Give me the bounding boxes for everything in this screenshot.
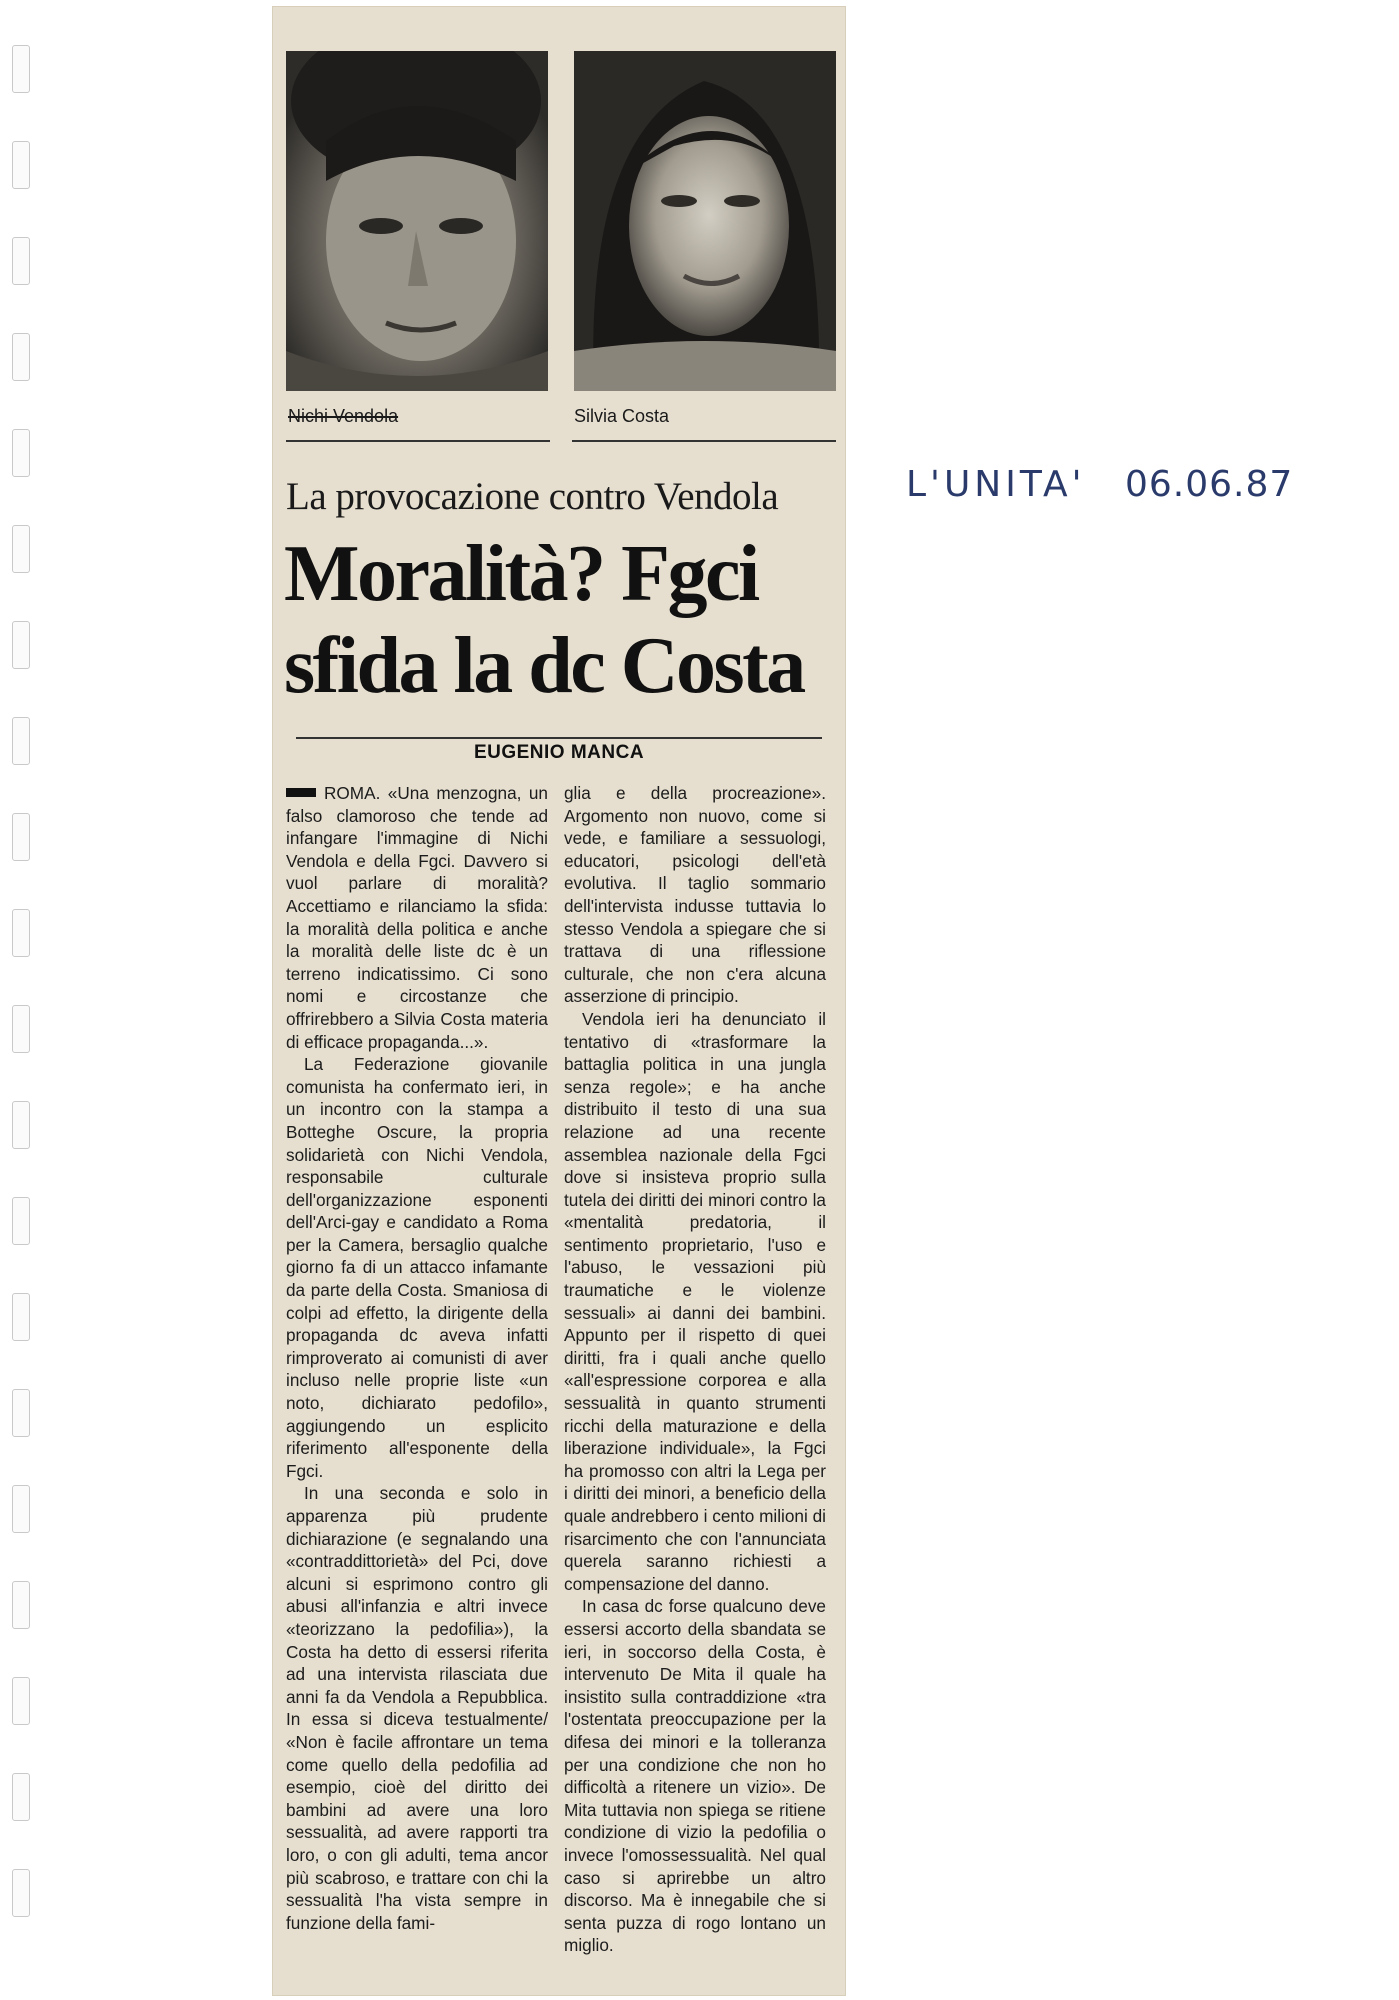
binder-ring [12,621,30,669]
paragraph: In una seconda e solo in apparenza più prudente dichiarazione (e segnalando una «contraddittorietà» del Pci, dove alcuni si esprimono contro gli abusi all'infanzia e altri invece «teorizzano la pedofilia»), la Costa ha detto di essersi riferita ad una intervista rilasciata due anni fa da Vendola a Repubblica. In essa si diceva testualmente/ «Non è facile affrontare un tema come quello della pedofilia ad esempio, cioè del diritto dei bambini ad avere una loro sessualità, ad avere rapporti tra loro, o con gli adulti, tema ancor più scabroso, e trattare con chi la sessualità l'ha vista sempre in funzione della fami- [286,1483,548,1933]
newspaper-clipping [272,6,846,1996]
handwritten-date: 06.06.87 [1125,464,1294,505]
paragraph: La Federazione giovanile comunista ha confermato ieri, in un incontro con la stampa a Botteghe Oscure, la propria solidarietà con Nichi Vendola, responsabile culturale dell'organizzazione esponenti dell'Arci-gay e candidato a Roma per la Camera, bersaglio qualche giorno fa di un attacco infamante da parte della Costa. Smaniosa di colpi ad effetto, la dirigente della propaganda dc aveva infatti rimproverato ai comunisti di aver incluso nelle proprie liste «un noto, dichiarato pedofilo», aggiungendo un esplicito riferimento all'esponente della Fgci. [286,1054,548,1481]
article-kicker: La provocazione contro Vendola [286,475,779,518]
handwritten-source: L'UNITA' [906,464,1086,505]
binder-ring [12,1389,30,1437]
paragraph: glia e della procreazione». Argomento non nuovo, come si vede, e familiare a sessuologi, educatori, psicologi dell'età evolutiva. Il taglio sommario dell'intervista indusse tuttavia lo stesso Vendola a spiegare che si trattava di una riflessione culturale, che non c'era alcuna asserzione di principio. [564,783,826,1007]
caption-rule-left [286,440,550,442]
binder-ring [12,813,30,861]
binder-ring [12,525,30,573]
byline: EUGENIO MANCA [473,742,645,763]
caption-rule-right [572,440,836,442]
binder-ring [12,429,30,477]
binder-ring [12,1773,30,1821]
binder-ring [12,237,30,285]
paragraph: Vendola ieri ha denunciato il tentativo di «trasformare la battaglia politica in una jungla senza regole»; e ha anche distribuito il testo di una sua relazione ad una recente assemblea nazionale della Fgci dove si insisteva proprio sulla tutela dei diritti dei minori contro la «mentalità predatoria, il sentimento proprietario, l'uso e l'abuso, le vessazioni più traumatiche e le violenze sessuali» ai danni dei bambini. Appunto per il rispetto di quei diritti, fra i quali anche quello «all'espressione corporea e alla sessualità in quanto strumenti ricchi della maturazione e della liberazione individuale», la Fgci ha promosso con altri la Lega per i diritti dei minori, a beneficio della quale andrebbero i cento milioni di risarcimento che con l'annunciata querela saranno richiesti a compensazione del danno. [564,1008,826,1594]
photo-silvia-costa [574,51,836,391]
paragraph: In casa dc forse qualcuno deve essersi accorto della sbandata se ieri, in soccorso della Costa, è intervenuto De Mita il quale ha insistito sulla contraddizione «tra l'ostentata preoccupazione per la difesa dei minori e la tolleranza per una condizione che non ho difficoltà a ritenere un vizio». De Mita tuttavia non spiega se ritiene condizione di vizio la pedofilia o invece l'omossessualità. Nel qual caso si aprirebbe un altro discorso. Ma è innegabile che si senta puzza di rogo lontano un miglio. [564,1596,826,1956]
headline-line-2: sfida la dc Costa [284,622,804,710]
binder-ring [12,909,30,957]
binder-ring [12,1005,30,1053]
caption-right: Silvia Costa [574,406,670,426]
binder-ring [12,333,30,381]
binder-ring [12,1581,30,1629]
photo-nichi-vendola [286,51,548,391]
article-column-left [286,782,548,1934]
caption-left: Nichi Vendola [288,406,399,426]
binder-ring [12,1677,30,1725]
article-column-right [564,782,826,1957]
binder-ring [12,45,30,93]
paragraph: ROMA. «Una menzogna, un falso clamoroso che tende ad infangare l'immagine di Nichi Vendola e della Fgci. Davvero si vuol parlare di moralità? Accettiamo e rilanciamo la sfida: la moralità della politica e anche la moralità delle liste dc è un terreno indicatissimo. Ci sono nomi e circostanze che offrirebbero a Silvia Costa materia di efficace propaganda...». [286,783,548,1052]
binder-ring [12,717,30,765]
headline-line-1: Moralità? Fgci [284,530,758,618]
binder-ring [12,1101,30,1149]
dateline-marker [286,788,316,797]
binder-ring [12,1869,30,1917]
binder-ring [12,1197,30,1245]
binder-strip [0,0,40,2000]
binder-ring [12,1485,30,1533]
portrait-man-image [286,51,548,391]
binder-ring [12,141,30,189]
portrait-woman-image [574,51,836,391]
binder-ring [12,1293,30,1341]
article-headline [284,528,844,712]
byline-rule [296,737,822,739]
